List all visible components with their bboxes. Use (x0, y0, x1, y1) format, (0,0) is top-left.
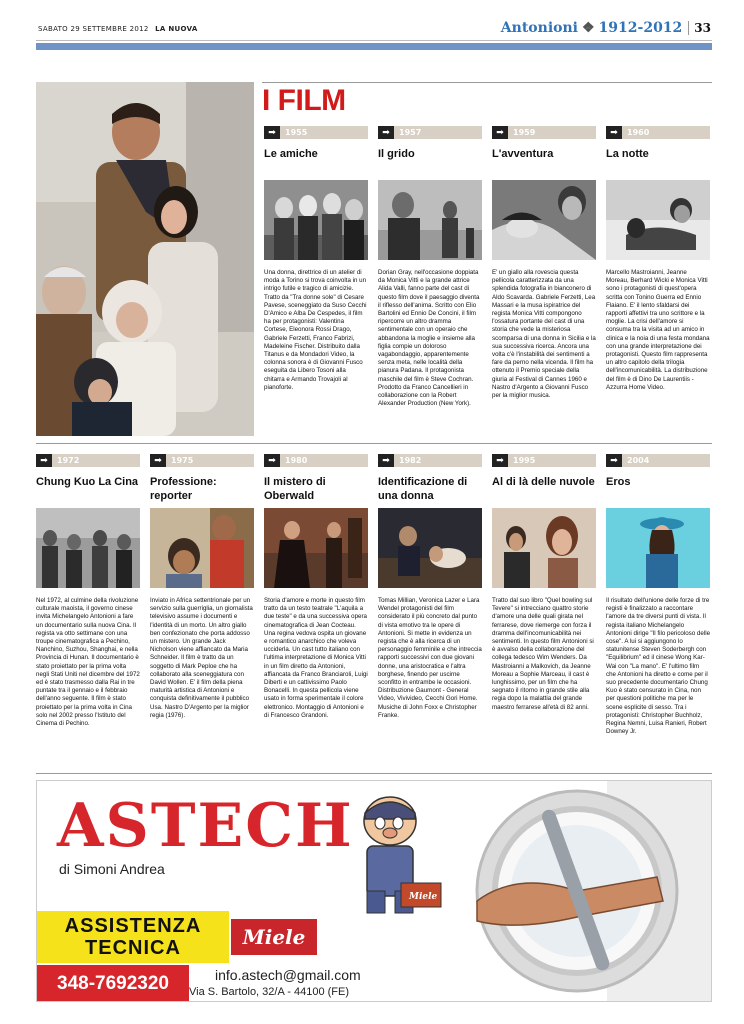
header-paper: LA NUOVA (155, 25, 198, 33)
arrow-right-icon: ➡ (264, 454, 280, 467)
film-year-bar (492, 454, 596, 467)
film-title: La notte (606, 148, 649, 160)
film-description: Tomas Millian, Veronica Lazer e Lara Wendel protagonisti del film considerato il più concreto dal punto di vista emotivo tra le opere di Antonioni. Si mette in evidenza un regista che è alla ricerca di un personaggio femminile e che intreccia rapporti successivi con due giovani donne, una aristocratica e l'altra borghese, finendo per uscirne sconfitto in entrambe le occasioni. Distribuzione Gaumont - General Video, Vivivideo, Cecchi Gori Home. Musiche di John Foxx e Christopher Franke. (378, 597, 482, 719)
film-description: Inviato in Africa settentrionale per un servizio sulla guerriglia, un giornalista televisivo assume i documenti e l'identità di un morto. Un altro giallo ben confezionato che porta addosso un mistero. Un grande Jack Nicholson viene affiancato da Maria Schneider. Il film è tratto da un soggetto di Mark Peploe che ha collaborato alla sceneggiatura con David Wollen. E' il film della piena maturità artistica di Antonioni e conquista definitivamente il pubblico Usa. Nastro D'Argento per la miglior regia (1976). (150, 597, 253, 719)
film-year-bar (492, 126, 596, 139)
header-section-ornament: ❖ (581, 20, 595, 36)
page-number: 33 (688, 21, 711, 35)
film-photo (264, 180, 368, 260)
film-photo (36, 508, 140, 588)
film-card (492, 454, 596, 712)
film-photo (606, 180, 710, 260)
film-year-bar (150, 454, 254, 467)
arrow-right-icon: ➡ (492, 454, 508, 467)
film-title: Chung Kuo La Cina (36, 476, 139, 488)
film-title: Professione: reporter (150, 476, 217, 502)
film-card (378, 126, 482, 408)
advertisement[interactable] (36, 780, 712, 1002)
film-year: 1960 (627, 128, 650, 137)
film-card (492, 126, 596, 400)
film-photo (264, 508, 368, 588)
ad-owner: di Simoni Andrea (59, 861, 165, 877)
header-section-name: Antonioni (500, 20, 578, 36)
ad-phone[interactable]: 348-7692320 (37, 965, 189, 1002)
film-card (150, 454, 254, 720)
film-card (264, 126, 368, 392)
svg-text:Miele: Miele (409, 892, 438, 902)
film-card (606, 454, 710, 736)
film-year: 2004 (627, 456, 650, 465)
washing-machine-icon (457, 781, 712, 1002)
arrow-right-icon: ➡ (264, 126, 280, 139)
film-card (606, 126, 710, 392)
arrow-right-icon: ➡ (606, 126, 622, 139)
film-card (36, 454, 140, 728)
film-card (378, 454, 482, 720)
film-description: Tratto dal suo libro "Quel bowling sul Tevere" si intrecciano quattro storie d'amore una delle quali girata nel ferrarese, dove riemerge con forza il dramma dell'incomunicabilità nei sentimenti. In questo film Antonioni si è avvalso della collaborazione del collega tedesco Wim Wenders. Da Mastroianni a Malkovich, da Jeanne Moreau a Sophie Marceau, il cast è lunghissimo, per un film che ha segnato il ritorno in grande stile alla regia dopo la malattia del grande maestro ferrarese all'età di 82 anni. (492, 597, 594, 711)
film-title: L'avventura (492, 148, 554, 160)
film-title: Eros (606, 476, 631, 488)
main-photo (36, 82, 254, 436)
film-year: 1975 (171, 456, 194, 465)
film-year-bar (378, 454, 482, 467)
row-separator (36, 443, 712, 444)
arrow-right-icon: ➡ (492, 126, 508, 139)
film-description: Storia d'amore e morte in questo film tratto da un testo teatrale "L'aquila a due teste" e da una successiva opera cinematografica di Jean Cocteau. Una regina vedova ospita un giovane e romantico anarchico che voleva ucciderla. Un cast tutto italiano con l'ultima interpretazione di Monica Vitti in un film diretto da Antonioni, affiancata da Franco Branciaroli, Luigi Diberti e un cattivissimo Paolo Bonacelli. In questa pellicola viene usato in forma sperimentale il colore elettronico. Montaggio di Antonioni e di Francesco Grandoni. (264, 597, 368, 719)
mechanic-mascot-icon (335, 791, 445, 921)
film-title: Identificazione di una donna (378, 476, 468, 502)
arrow-right-icon: ➡ (378, 126, 394, 139)
film-description: Nel 1972, al culmine della rivoluzione culturale maoista, il governo cinese invita Michelangelo Antonioni a fare un documentario sulla nuova Cina. Il regista va otto settimane con una troupe cinematografica a Pechino, Nanchino, Suzhou, Shanghai, e nella Provincia di Hunan. Il documentario è stato proiettato per la prima volta negli Stati Uniti nel dicembre del 1972 ed è stato trasmesso dalla Rai in tre puntate tra il gennaio e il febbraio dell'anno seguente. Il film è stato proiettato per la prima volta in Cina solo nel 2002 presso l'Istituto del Cinema di Pechino. (36, 597, 140, 728)
ad-address: Via S. Bartolo, 32/A - 44100 (FE) (189, 986, 349, 998)
ad-service-line1: ASSISTENZA (64, 915, 202, 937)
film-description: Dorian Gray, nell'occasione doppiata da Monica Vitti e la grande attrice Alida Valli, fanno parte del cast di questo film dove il paesaggio diventa il riflesso dell'anima. Scritto con Elio Bartolini ed Ennio De Concini, il film ripercorre un altro dramma sentimentale con un operaio che abbandona la moglie e insieme alla figlia compie un doloroso vagabondaggio, apparentemente senza meta, nelle località della pianura Padana. Il protagonista maschile del film è Steve Cochran. Prodotto da Franco Cancellieri in collaborazione con la Robert Alexander Production (New York). (378, 269, 480, 408)
film-description: Marcello Mastroianni, Jeanne Moreau, Berhard Wicki e Monica Vitti sono i protagonisti di quest'opera scritta con Tonino Guerra ed Ennio Flaiano. E' il lento sfaldarsi dei rapporti affettivi tra uno scrittore e la moglie. La crisi dell'amore si consuma tra la visita ad un amico in clinica e la noia di una festa mondana con una grande interpretazione dei protagonisti. Questo film rappresenta un altro capitolo della trilogia dell'incomunicabilità. La distribuzione del film è di Dino De Laurentiis - Azzurra Home Video. (606, 269, 710, 391)
film-year: 1959 (513, 128, 536, 137)
ad-separator (36, 773, 712, 774)
arrow-right-icon: ➡ (378, 454, 394, 467)
film-title: Il grido (378, 148, 415, 160)
film-photo (378, 180, 482, 260)
film-title: Il mistero di Oberwald (264, 476, 326, 502)
ad-brand: ASTECH (57, 791, 354, 861)
film-title: Al di là delle nuvole (492, 476, 595, 488)
header-rule (36, 43, 712, 50)
film-year: 1980 (285, 456, 308, 465)
film-description: Il risultato dell'unione delle forze di tre registi è finalizzato a raccontare l'amore da tre diversi punti di vista. Il regista italiano Michelangelo Antonioni dirige "Il filo pericoloso delle cose". A lui si aggiungono lo statunitense Steven Soderbergh con "Equilibrium" ed il cinese Wong Kar-Wai con "La mano". E' l'ultimo film che Antonioni ha diretto e come per il suo precedente documentario Chung Kuo è stato censurato in Cina, non per questioni politiche ma per le scene esplicite di sesso. Tra i protagonisti: Christopher Buchholz, Regina Nemni, Luisa Ranieri, Robert Downey Jr. (606, 597, 711, 736)
title-rule (262, 82, 712, 83)
film-photo (492, 508, 596, 588)
film-photo (150, 508, 254, 588)
header-dateline (38, 25, 198, 33)
film-year: 1972 (57, 456, 80, 465)
header-thin-rule (36, 40, 712, 41)
header-date: SABATO 29 SETTEMBRE 2012 (38, 25, 149, 33)
film-year: 1957 (399, 128, 422, 137)
film-year-bar (264, 454, 368, 467)
arrow-right-icon: ➡ (36, 454, 52, 467)
film-photo (378, 508, 482, 588)
arrow-right-icon: ➡ (606, 454, 622, 467)
film-card (264, 454, 368, 720)
film-year: 1955 (285, 128, 308, 137)
film-year-bar (606, 454, 710, 467)
film-photo (492, 180, 596, 260)
film-year-bar (264, 126, 368, 139)
ad-service-line2: TECNICA (85, 937, 181, 959)
ad-partner-logo: Miele (231, 919, 317, 955)
film-year: 1995 (513, 456, 536, 465)
film-photo (606, 508, 710, 588)
ad-email[interactable]: info.astech@gmail.com (215, 967, 361, 983)
film-year-bar (606, 126, 710, 139)
film-title: Le amiche (264, 148, 318, 160)
film-year-bar (378, 126, 482, 139)
header-years: 1912-2012 (598, 20, 683, 36)
film-description: E' un giallo alla rovescia questa pellicola caratterizzata da una splendida fotografia in bianconero di Aldo Scavarda. Gabriele Ferzetti, Lea Massari e la musa ispiratrice del regista Monica Vitti compongono l'ossatura portante del cast di una storia che vede la misteriosa scomparsa di una donna in Sicilia e la sua successiva ricerca. Ancora una volta c'è l'instabilità dei sentimenti a fare da perno nella vicenda. Il film ha ottenuto il Premio speciale della giuria al Festival di Cannes 1960 e Nastro d'Argento a Giovanni Fusco per la miglior musica. (492, 269, 596, 400)
arrow-right-icon: ➡ (150, 454, 166, 467)
film-year-bar (36, 454, 140, 467)
page-title: I FILM (262, 84, 346, 117)
ad-service-box (37, 911, 229, 963)
film-year: 1982 (399, 456, 422, 465)
film-description: Una donna, direttrice di un atelier di moda a Torino si trova coinvolta in un intrigo futile e tragico di amicizie. Tratto da "Tra donne sole" di Cesare Pavese, sceneggiato da Suso Cecchi D'Amico e Alba De Cespedes, il film ha per protagonisti: Valentina Cortese, Eleonora Rossi Drago, Gabriele Ferzetti, Franco Fabrizi, Madeleine Fischer. Distribuito dalla Titanus e da Mondadori Video, la colonna sonora è di Giovanni Fusco eseguita da Libero Tosoni alla chitarra e Armando Trovajoli al pianoforte. (264, 269, 367, 391)
header-section (501, 20, 711, 36)
